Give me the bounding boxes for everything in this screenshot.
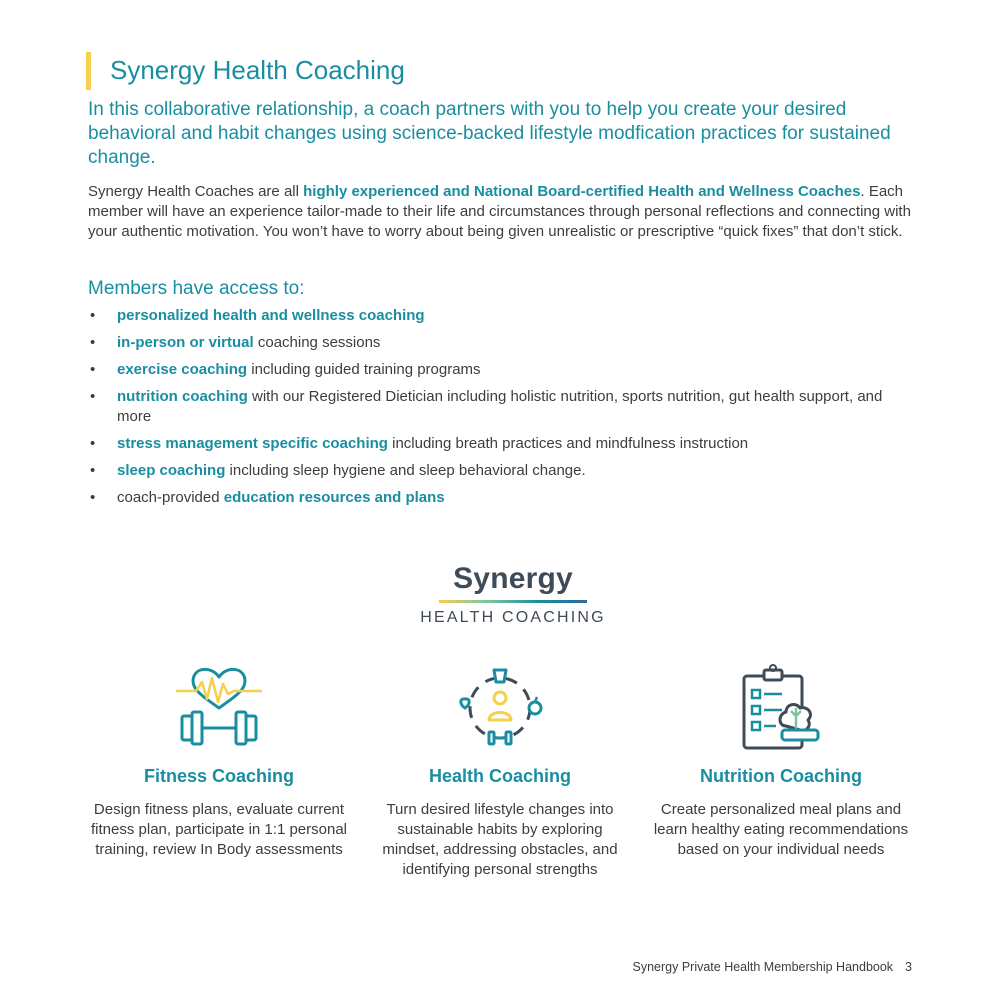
item-bold: sleep coaching xyxy=(117,462,226,479)
access-heading: Members have access to: xyxy=(88,278,305,299)
item-pre: coach-provided xyxy=(117,489,224,506)
card-description: Create personalized meal plans and learn healthy eating recommendations based on your individual needs xyxy=(653,801,909,858)
list-item xyxy=(88,333,888,353)
page-title: Synergy Health Coaching xyxy=(110,55,405,85)
list-item xyxy=(88,387,888,427)
heart-dumbbell-icon xyxy=(174,664,264,754)
card-description: Turn desired lifestyle changes into sustainable habits by exploring mindset, addressing obstacles, and identifying personal strengths xyxy=(382,801,618,878)
bullet-icon: • xyxy=(90,462,96,479)
bullet-icon: • xyxy=(90,307,96,324)
bullet-icon: • xyxy=(90,388,96,405)
item-post: coaching sessions xyxy=(253,334,381,351)
service-card-fitness xyxy=(89,664,349,860)
logo-wordmark: Synergy xyxy=(453,562,573,595)
item-bold: stress management specific coaching xyxy=(117,435,388,452)
logo-gradient-line xyxy=(439,600,587,603)
intro-highlight: highly experienced and National Board-certified Health and Wellness Coaches xyxy=(303,183,861,200)
card-title: Health Coaching xyxy=(428,766,571,786)
person-habits-icon xyxy=(455,664,545,754)
item-bold: education resources and plans xyxy=(223,489,445,506)
item-post: including guided training programs xyxy=(247,361,481,378)
logo-subtitle: HEALTH COACHING xyxy=(420,609,606,626)
lead-paragraph: In this collaborative relationship, a coach partners with you to help you create your desired behavioral and habit changes using science-backed lifestyle modfication practices for sustained change. xyxy=(88,99,891,168)
list-item xyxy=(88,306,888,326)
service-card-health xyxy=(370,664,630,880)
list-item xyxy=(88,461,888,481)
service-card-nutrition xyxy=(651,664,911,860)
item-bold: nutrition coaching xyxy=(117,388,248,405)
bullet-icon: • xyxy=(90,334,96,351)
list-item xyxy=(88,488,888,508)
bullet-icon: • xyxy=(90,489,96,506)
title-accent-bar xyxy=(86,52,91,90)
item-post: including breath practices and mindfulness instruction xyxy=(387,435,749,452)
item-bold: personalized health and wellness coaching xyxy=(117,307,425,324)
intro-text-end: . Each member will have an experience tailor-made to their life and circumstances through personal reflections and connecting with your authentic motivation. You won’t have to worry about being given unrealistic or prescriptive “quick fixes” that don’t stick. xyxy=(88,183,911,240)
item-bold: in-person or virtual xyxy=(117,334,254,351)
card-title: Fitness Coaching xyxy=(143,766,295,786)
card-description: Design fitness plans, evaluate current fitness plan, participate in 1:1 personal training, review In Body assessments xyxy=(91,801,347,858)
list-item xyxy=(88,360,888,380)
card-title: Nutrition Coaching xyxy=(700,766,862,786)
access-list xyxy=(88,306,888,515)
intro-text-start: Synergy Health Coaches are all xyxy=(88,183,304,200)
synergy-logo xyxy=(418,560,608,627)
footer-text: Synergy Private Health Membership Handbook xyxy=(632,960,894,974)
item-post: including sleep hygiene and sleep behavioral change. xyxy=(225,462,586,479)
bullet-icon: • xyxy=(90,361,96,378)
item-bold: exercise coaching xyxy=(117,361,248,378)
clipboard-vegetables-icon xyxy=(736,664,826,754)
page-number: 3 xyxy=(905,960,912,974)
intro-paragraph xyxy=(88,182,918,242)
page-footer xyxy=(633,960,913,974)
item-post: with our Registered Dietician including holistic nutrition, sports nutrition, gut health support, and more xyxy=(117,388,883,425)
list-item xyxy=(88,434,888,454)
bullet-icon: • xyxy=(90,435,96,452)
